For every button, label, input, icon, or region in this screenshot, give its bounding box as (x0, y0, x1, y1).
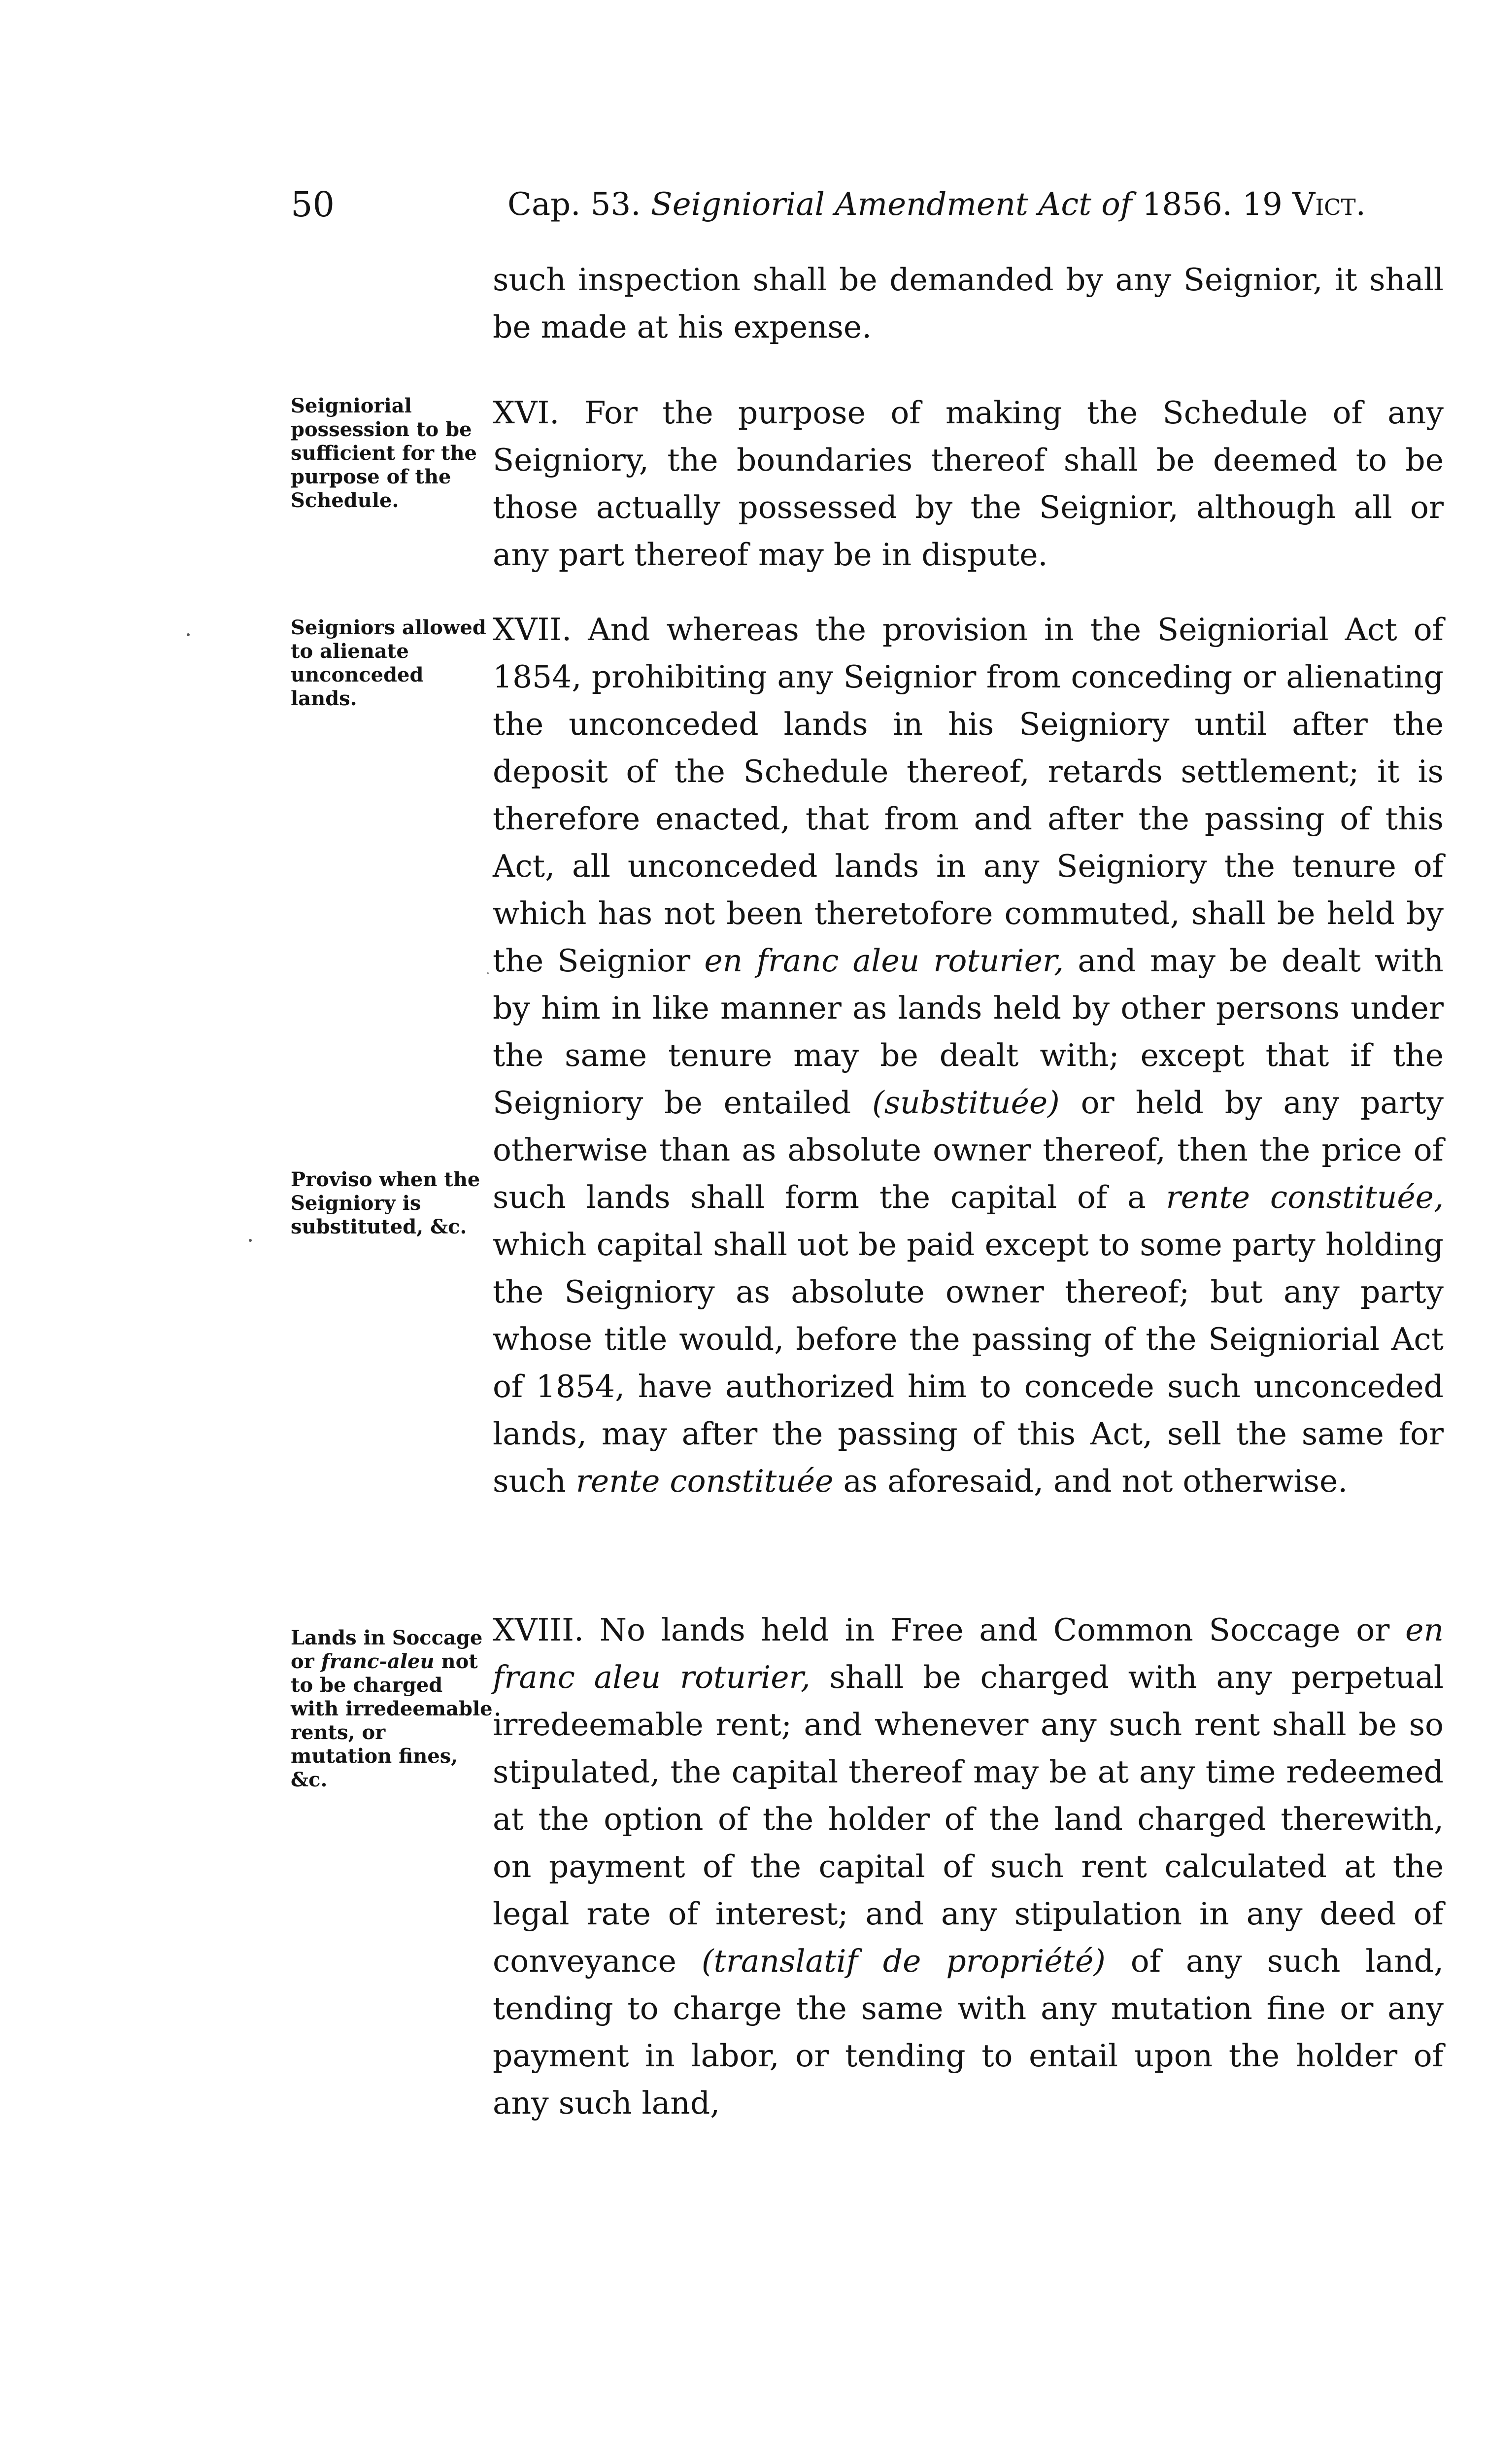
margin-note-text-part: not to be charged with irredeemable rents, or mutation fines, &c. (291, 1650, 493, 1791)
section-number: XVI. (493, 395, 560, 431)
section-number: XVIII. (493, 1612, 584, 1648)
section-italic-part: en franc aleu roturier, (704, 943, 1064, 979)
chapter-label: Cap. 53. (507, 186, 641, 223)
scan-speck (487, 972, 489, 974)
section-text-part: No lands held in Free and Common Soccage or (599, 1612, 1390, 1648)
section-text: For the purpose of making the Schedule of any Seigniory, the boundaries thereof shall be deemed to be those actually possessed by the Seignior, although all or any part thereof may be in dispute. (493, 395, 1444, 573)
section-text-part: which capital shall uot be paid except to some party holding the Seigniory as absolute owner thereof; but any party whose title would, before the passing of the Seigniorial Act of 1854, have authorized him to concede such unconceded lands, may after the passing of this Act, sell the same for such (493, 1227, 1444, 1499)
page-number: 50 (291, 184, 335, 225)
margin-note-text: Proviso when the Seigniory is substituted, &c. (291, 1168, 480, 1238)
section-text-part: or held by any party otherwise than as absolute owner thereof, then the price of such lands shall form the capital of a (493, 1085, 1444, 1215)
section-text-part: as aforesaid, and not otherwise. (843, 1463, 1348, 1499)
margin-note-text: Seigniorial possession to be sufficient for the purpose of the Schedule. (291, 394, 477, 512)
section-text-part: and may be dealt with by him in like manner as lands held by other persons under the same tenure may be dealt with; except that if the Seigniory be entailed (493, 943, 1444, 1121)
section-italic-part: rente constituée (575, 1463, 834, 1499)
margin-note-text: Seigniors allowed to alienate unconceded lands. (291, 616, 486, 710)
section-text-part: of any such land, tending to charge the same with any mutation fine or any payment in labor, or tending to entail upon the holder of any such land, (493, 1943, 1444, 2121)
act-year: 1856. (1142, 186, 1233, 223)
scan-speck (187, 633, 190, 636)
margin-note-text-part: Lands in Soccage or (291, 1626, 483, 1673)
section-text-part: shall be charged with any perpetual irredeemable rent; and whenever any such rent shall be so stipulated, the capital thereof may be at any time redeemed at the option of the holder of the land charged therewith, on payment of the capital of such rent calculated at the legal rate of interest; and any stipulation in any deed of conveyance (493, 1659, 1444, 1979)
scan-speck (249, 1239, 252, 1242)
section-text-part: And whereas the provision in the Seigniorial Act of 1854, prohibiting any Seignior from conceding or alienating the unconceded lands in his Seigniory until after the deposit of the Schedule thereof, retards settlement; it is therefore enacted, that from and after the passing of this Act, all unconceded lands in any Seigniory the tenure of which has not been theretofore commuted, shall be held by the Seignior (493, 612, 1444, 979)
section-italic-part: (translatif de propriété) (701, 1943, 1106, 1979)
section-italic-part: (substituée) (872, 1085, 1060, 1121)
section-number: XVII. (493, 612, 572, 648)
regnal-year: 19 Vict. (1242, 186, 1366, 223)
section-italic-part: rente constituée, (1166, 1179, 1444, 1215)
intro-text: such inspection shall be demanded by any Seignior, it shall be made at his expense. (493, 262, 1444, 345)
act-title: Seigniorial Amendment Act of (650, 186, 1132, 223)
margin-note-italic-part: franc-aleu (321, 1650, 435, 1673)
section-italic-part: en franc aleu roturier, (493, 1612, 1444, 1695)
